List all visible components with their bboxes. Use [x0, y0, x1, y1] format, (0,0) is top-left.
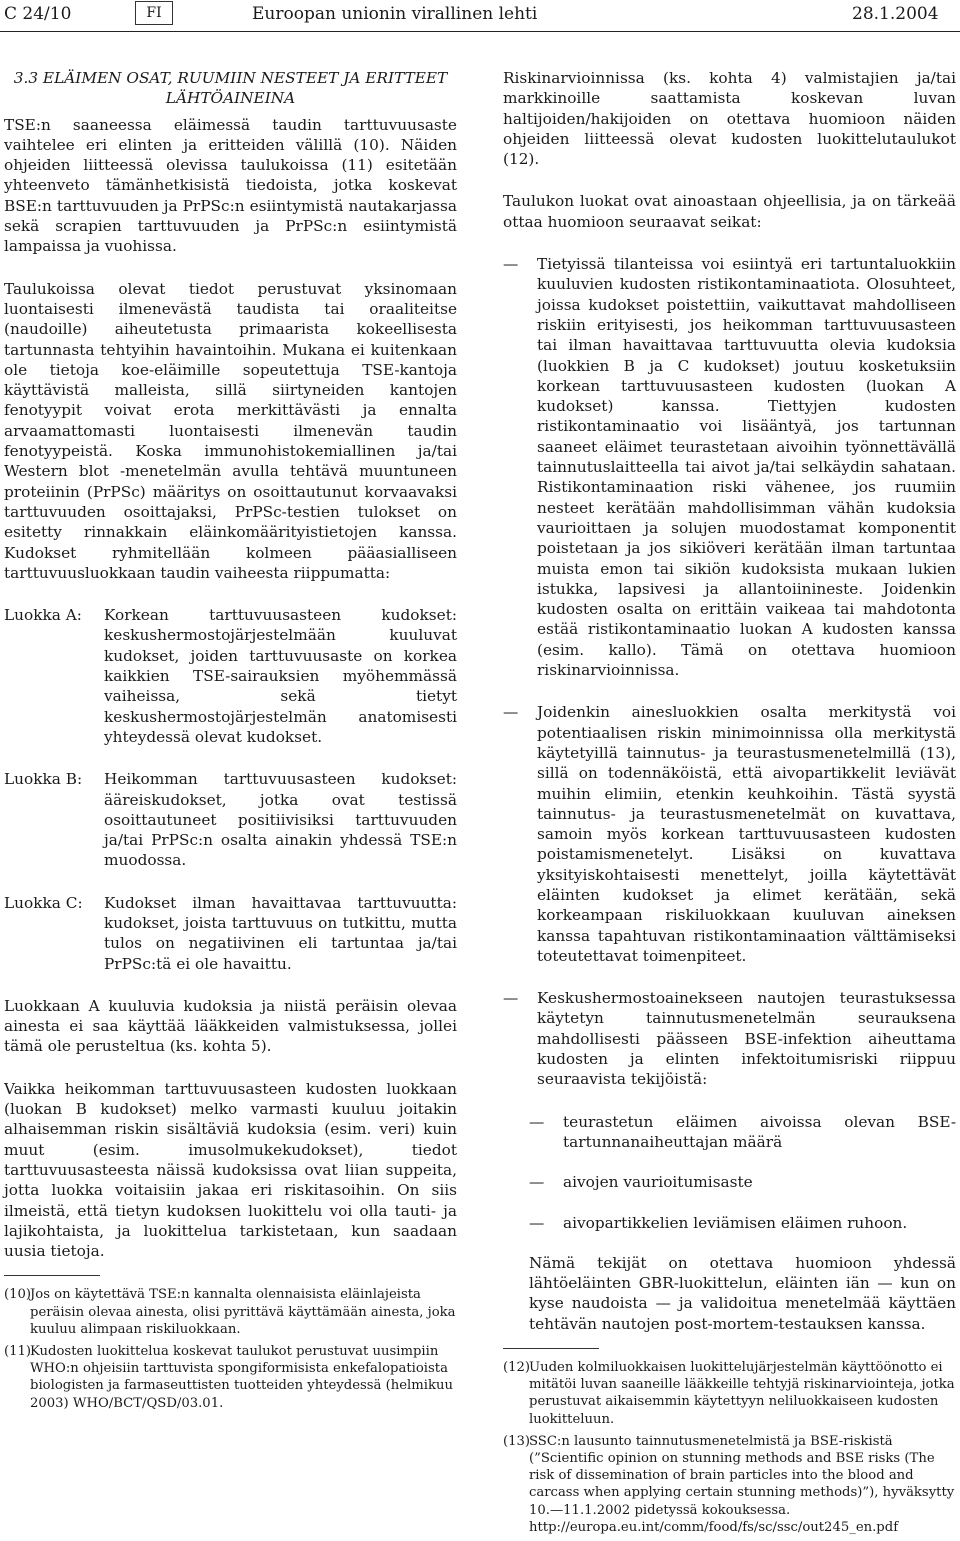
journal-reference: C 24/10 — [4, 4, 72, 24]
header-rule — [0, 31, 960, 32]
dash-marker: — — [503, 989, 519, 1008]
class-description: Korkean tarttuvuusasteen kudokset: keskushermostojärjestelmään kuuluvat kudokset, joiden tarttuvuusaste on korkea kaikkien TSE-sairauksien myöhemmässä vaiheissa, sekä tietyt keskushermostojärjestelmän anatomisesti yhteydessä olevat kudokset. — [104, 606, 457, 746]
section-heading-line-2: LÄHTÖAINEINA — [165, 89, 296, 108]
list-item — [503, 254, 956, 680]
dash-marker: — — [529, 1112, 545, 1131]
footnote-text: Uuden kolmiluokkaisen luokittelujärjestelmän käyttöönotto ei mitätöi luvan saaneille lääkkeille tehtyjä riskinarviointeja, jotka perustuvat aikaisemmin käytettyyn neliluokkaiseen kudosten luokitteluun. — [529, 1360, 955, 1427]
paragraph: Nämä tekijät on otettava huomioon yhdessä lähtöeläinten GBR-luokittelun, eläinten iän — kun on kyse naudoista — ja validoitua menetelmää käyttäen tehtävän nautojen post-mortem-testauksen kanssa. — [529, 1253, 956, 1333]
class-label: Luokka B: — [4, 770, 83, 789]
class-description: Heikomman tarttuvuusasteen kudokset: ääreiskudokset, jotka ovat testissä osoittautuneet positiivisiksi tarttuvuuden ja/tai PrPSc:n osalta ainakin yhdessä TSE:n muodossa. — [104, 770, 457, 870]
class-label: Luokka C: — [4, 893, 83, 912]
list-item-text: Joidenkin ainesluokkien osalta merkitystä voi potentiaalisen riskin minimoinnissa olla merkitystä käytetyillä tainnutus- ja teurastusmenetelmillä (13), sillä on todennäköistä, että aivopartikkelit leviävät muihin elimiin, etenkin keuhkoihin. Tästä syystä tainnutus- ja teurastusmenetelmät on kuvattava, samoin myös korkean tarttuvuusasteen kudosten poistamismenetelyt. Lisäksi on kuvattava yksityiskohtaisesti menettelyt, joilla käytettävät eläinten kudokset ja elimet kerätään, sekä korkeampaan riskiluokkaan kuuluvan aineksen kanssa tapahtuvan ristikontaminaation välttämiseksi toteutettavat toimenpiteet. — [537, 703, 956, 965]
sub-list-item — [503, 1213, 956, 1233]
footnote-number: (11) — [4, 1344, 32, 1360]
list-item-text: Tietyissä tilanteissa voi esiintyä eri tartuntaluokkiin kuuluvien kudosten ristikontaminaatiota. Olosuhteet, joissa kudokset poistettiin, vaikuttavat mahdolliseen riskiin erityisesti, jos heikomman tarttuvuusasteen tai ilman havaittavaa tarttuvuutta olevia kudoksia (luokkien B ja C kudokset) joutuu kosketuksiin korkean tarttuvuusasteen kudosten (luokan A kudokset) kanssa. Tiettyjen kudosten ristikontaminaatio voi lisääntyä, jos tartunnan saaneet eläimet teurastetaan aivoihin työnnettävällä tainnutuslaitteella tai aivot ja/tai selkäydin sahataan. Ristikontaminaation riski vähenee, jos ruumiin nesteet kerätään mahdollisimman vähän kudoksia vaurioittaen ja solujen muodostamat komponentit poistetaan ja jos sikiöveri kerätään ilman tartuntaa muista emon tai sikiön kudoksista mukaan lukien istukka, lapsivesi ja allantoiinineste. Joidenkin kudosten osalta on erittäin vaikeaa tai mahdotonta estää ristikontaminaatio luokan A kudosten kanssa (esim. kallo). Tämä on otettava huomioon riskinarvioinnissa. — [537, 255, 956, 680]
list-item-text: Keskushermostoainekseen nautojen teurastuksessa käytetyn tainnutusmenetelmän seurauksena mahdollisesti päässeen BSE-infektion aiheuttama kudosten ja elinten infektoitumisriski riippuu seuraavista tekijöistä: — [537, 989, 956, 1089]
list-item-text: aivopartikkelien leviämisen eläimen ruhoon. — [563, 1213, 908, 1232]
section-heading-line-1: 3.3 ELÄIMEN OSAT, RUUMIIN NESTEET JA ERITTEET — [13, 69, 448, 87]
footnote-number: (13) — [503, 1433, 531, 1449]
paragraph: Riskinarvioinnissa (ks. kohta 4) valmistajien ja/tai markkinoille saattamista koskevan luvan haltijoiden/hakijoiden on otettava huomioon näiden ohjeiden liitteessä olevat kudosten luokittelutaulukot (12). — [503, 69, 956, 169]
class-description: Kudokset ilman havaittavaa tarttuvuutta: kudokset, joista tarttuvuus on tutkittu, mutta tulos on negatiivinen eli tartuntaa ja/tai PrPSc:tä ei ole havaittu. — [104, 893, 457, 973]
footnote-url[interactable]: http://europa.eu.int/comm/food/fs/sc/ssc/out245_en.pdf — [529, 1519, 899, 1535]
footnote-rule — [503, 1348, 599, 1349]
page-header — [0, 0, 960, 34]
footnote — [4, 1343, 457, 1412]
publication-date: 28.1.2004 — [852, 4, 939, 24]
class-label: Luokka A: — [4, 606, 82, 625]
paragraph: TSE:n saaneessa eläimessä taudin tarttuvuusaste vaihtelee eri elinten ja eritteiden välillä (10). Näiden ohjeiden liitteessä olevissa taulukoissa (11) esitetään yhteenveto tämänhetkisistä tiedoista, jotka koskevat BSE:n tarttuvuuden ja PrPSc:n esiintymistä nautakarjassa sekä scrapien tarttuvuuden ja PrPSc:n esiintymistä lampaissa ja vuohissa. — [4, 115, 457, 256]
list-item-text: teurastetun eläimen aivoissa olevan BSE-tartunnanaiheuttajan määrä — [563, 1112, 956, 1151]
dash-marker: — — [529, 1213, 545, 1232]
right-column — [503, 68, 956, 1541]
paragraph: Taulukoissa olevat tiedot perustuvat yksinomaan luontaisesti ilmenevästä taudista tai oraaliteitse (naudoille) aiheutetusta primaarista kokeellisesta tartunnasta tehtyihin havaintoihin. Mukana ei kuitenkaan ole tietoja koe-eläimille sopeutettuja TSE-kantoja käyttävistä malleista, sillä siirtyneiden kantojen fenotyypit voivat erota merkittävästi ja ennalta arvaamattomasti luontaisesti ilmenevän taudin fenotyypeistä. Koska immunohistokemiallinen ja/tai Western blot -menetelmän avulla tehtävä muuntuneen proteiinin (PrPSc) määritys on osoittautunut korvaavaksi tarttuvuuden osoittajaksi, PrPSc-testien tulokset on esitetty rinnakkain eläinkomäärityistietojen kanssa. Kudokset ryhmitellään kolmeen pääasialliseen tarttuvuusluokkaan taudin vaiheesta riippumatta: — [4, 279, 457, 582]
footnote-number: (12) — [503, 1360, 531, 1376]
paragraph: Taulukon luokat ovat ainoastaan ohjeellisia, ja on tärkeää ottaa huomioon seuraavat seikat: — [503, 192, 956, 231]
footnote-number: (10) — [4, 1287, 32, 1303]
class-a-entry — [4, 605, 457, 747]
paragraph: Luokkaan A kuuluvia kudoksia ja niistä peräisin olevaa ainesta ei saa käyttää lääkkeiden valmistuksessa, jollei tämä ole perusteltua (ks. kohta 5). — [4, 996, 457, 1056]
footnote-text: Kudosten luokittelua koskevat taulukot perustuvat uusimpiin WHO:n ohjeisiin tarttuvista spongiformisista enkefalopatioista biologisten ja farmaseuttisten tuotteiden yhteydessä (helmikuu 2003) WHO/BCT/QSD/03.01. — [30, 1344, 453, 1411]
sub-list-item — [503, 1112, 956, 1153]
paragraph: Vaikka heikomman tarttuvuusasteen kudosten luokkaan (luokan B kudokset) melko varmasti kuuluu joitakin alhaisemman riskin sisältäviä kudoksia (esim. veri) kuin muut (esim. imusolmukekudokset), tiedot tarttuvuusasteesta näissä kudoksissa ovat liian suppeita, jotta luokka voitaisiin jakaa eri riskitasoihin. On siis ilmeistä, että tietyn kudoksen luokittelu voi olla tauti- ja lajikohtaista, ja luokittelua tarkistetaan, kun saadaan uusia tietoja. — [4, 1079, 457, 1261]
class-c-entry — [4, 893, 457, 974]
footnote — [503, 1433, 956, 1536]
list-item-text: aivojen vaurioitumisaste — [563, 1173, 753, 1192]
footnote — [503, 1359, 956, 1428]
dash-marker: — — [529, 1173, 545, 1192]
dash-marker: — — [503, 255, 519, 274]
section-heading — [4, 68, 457, 109]
footnote — [4, 1286, 457, 1338]
footnote-rule — [4, 1275, 100, 1276]
class-b-entry — [4, 769, 457, 870]
language-badge: FI — [135, 1, 173, 25]
footnote-text — [529, 1433, 956, 1536]
footnote-text: Jos on käytettävä TSE:n kannalta olennaisista eläinlajeista peräisin olevaa ainesta, olisi pyrittävä käyttämään ainesta, joka kuuluu alimpaan riskiluokkaan. — [30, 1287, 456, 1337]
left-column — [4, 68, 457, 1417]
dash-marker: — — [503, 703, 519, 722]
list-item — [503, 988, 956, 1089]
sub-list-item — [503, 1172, 956, 1192]
journal-title: Euroopan unionin virallinen lehti — [252, 4, 538, 24]
list-item — [503, 702, 956, 966]
footnote-line: SSC:n lausunto tainnutusmenetelmistä ja BSE-riskistä (”Scientific opinion on stunning methods and BSE risks (The risk of dissemination of brain particles into the blood and carcass when applying certain stunning methods)”), hyväksytty 10.—11.1.2002 pidetyssä kokouksessa. — [529, 1433, 955, 1518]
